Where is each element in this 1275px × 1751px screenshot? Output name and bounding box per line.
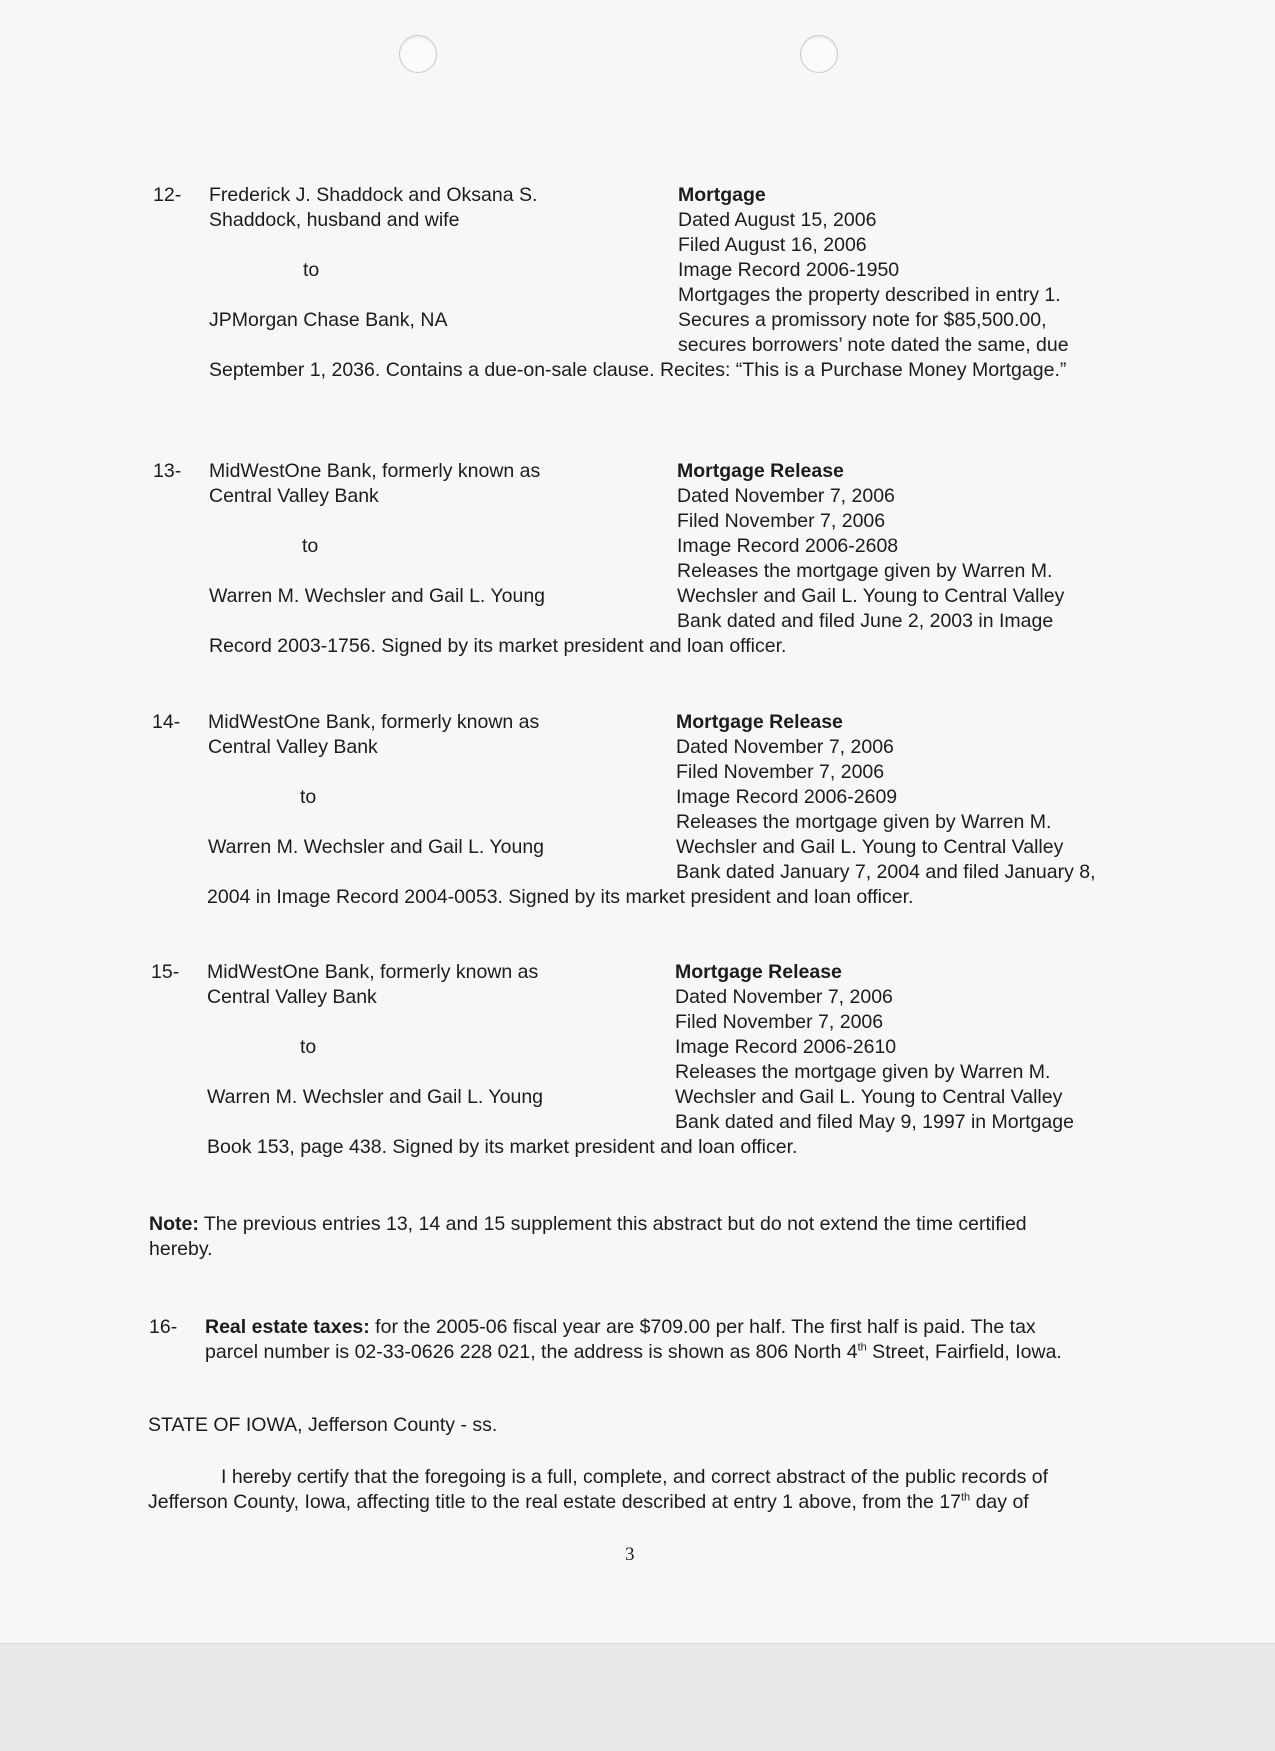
note-text-cont: hereby. [149,1238,213,1260]
page-number: 3 [625,1544,635,1565]
detail-line: Wechsler and Gail L. Young to Central Valley [676,836,1064,858]
detail-line: secures borrowers’ note dated the same, due [678,334,1069,356]
certification-line-end: day of [970,1491,1029,1513]
entry-number: 13- [153,460,182,482]
detail-line: Secures a promissory note for $85,500.00, [678,309,1047,331]
entry-number: 16- [149,1316,178,1338]
taxes-label: Real estate taxes: [205,1316,370,1338]
entry-number: 15- [151,961,180,983]
ordinal-suffix: th [857,1341,867,1354]
detail-line: Releases the mortgage given by Warren M. [675,1061,1051,1083]
grantee-line: Warren M. Wechsler and Gail L. Young [207,1086,544,1108]
note-text: The previous entries 13, 14 and 15 supplement this abstract but do not extend the time certified [198,1213,1027,1235]
detail-tail: Book 153, page 438. Signed by its market president and loan officer. [207,1136,798,1158]
to-label: to [303,259,320,281]
note-label: Note: [149,1213,199,1235]
detail-line: Image Record 2006-2608 [677,535,899,557]
detail-line: Bank dated and filed June 2, 2003 in Image [677,610,1054,632]
grantor-line: Central Valley Bank [209,485,379,507]
detail-line: Filed August 16, 2006 [678,234,867,256]
detail-line: Filed November 7, 2006 [675,1011,884,1033]
detail-line: Dated August 15, 2006 [678,209,877,231]
ordinal-suffix: th [960,1491,971,1504]
grantor-line: Shaddock, husband and wife [209,209,460,231]
certification-line-2: Jefferson County, Iowa, affecting title to the real estate described at entry 1 above, from the 17 [148,1491,961,1513]
detail-line: Dated November 7, 2006 [677,485,895,507]
punch-hole-right [800,35,838,73]
detail-tail: Record 2003-1756. Signed by its market president and loan officer. [209,635,787,657]
detail-line: Image Record 2006-2610 [675,1036,897,1058]
detail-line: Releases the mortgage given by Warren M. [677,560,1053,582]
detail-line: Releases the mortgage given by Warren M. [676,811,1052,833]
grantor-line: Central Valley Bank [207,986,377,1008]
taxes-text-cont: parcel number is 02-33-0626 228 021, the address is shown as 806 North 4 [205,1341,858,1363]
instrument-title: Mortgage Release [676,711,843,733]
detail-line: Mortgages the property described in entry 1. [678,284,1061,306]
grantee-line: JPMorgan Chase Bank, NA [209,309,448,331]
detail-line: Wechsler and Gail L. Young to Central Valley [677,585,1065,607]
entry-number: 14- [152,711,181,733]
detail-line: Dated November 7, 2006 [676,736,894,758]
detail-line: Filed November 7, 2006 [677,510,886,532]
entry-number: 12- [153,184,182,206]
detail-tail: September 1, 2036. Contains a due-on-sale clause. Recites: “This is a Purchase Money Mortgage.” [209,359,1067,381]
detail-line: Bank dated January 7, 2004 and filed January 8, [676,861,1096,883]
detail-line: Bank dated and filed May 9, 1997 in Mortgage [675,1111,1074,1133]
punch-hole-left [399,35,437,73]
grantor-line: MidWestOne Bank, formerly known as [209,460,541,482]
to-label: to [300,1036,317,1058]
grantor-line: Frederick J. Shaddock and Oksana S. [209,184,538,206]
grantee-line: Warren M. Wechsler and Gail L. Young [208,836,545,858]
detail-line: Filed November 7, 2006 [676,761,885,783]
instrument-title: Mortgage Release [675,961,842,983]
certification-line: I hereby certify that the foregoing is a full, complete, and correct abstract of the public records of [221,1466,1049,1488]
instrument-title: Mortgage Release [677,460,844,482]
to-label: to [300,786,317,808]
detail-tail: 2004 in Image Record 2004-0053. Signed by its market president and loan officer. [207,886,914,908]
instrument-title: Mortgage [678,184,766,206]
grantor-line: Central Valley Bank [208,736,378,758]
detail-line: Image Record 2006-2609 [676,786,898,808]
to-label: to [302,535,319,557]
taxes-text-end: Street, Fairfield, Iowa. [866,1341,1062,1363]
detail-line: Image Record 2006-1950 [678,259,900,281]
grantee-line: Warren M. Wechsler and Gail L. Young [209,585,546,607]
taxes-text: for the 2005-06 fiscal year are $709.00 per half. The first half is paid. The tax [369,1316,1036,1338]
grantor-line: MidWestOne Bank, formerly known as [207,961,539,983]
detail-line: Dated November 7, 2006 [675,986,893,1008]
venue-heading: STATE OF IOWA, Jefferson County - ss. [148,1414,498,1436]
detail-line: Wechsler and Gail L. Young to Central Valley [675,1086,1063,1108]
scan-margin [0,1643,1275,1751]
grantor-line: MidWestOne Bank, formerly known as [208,711,540,733]
